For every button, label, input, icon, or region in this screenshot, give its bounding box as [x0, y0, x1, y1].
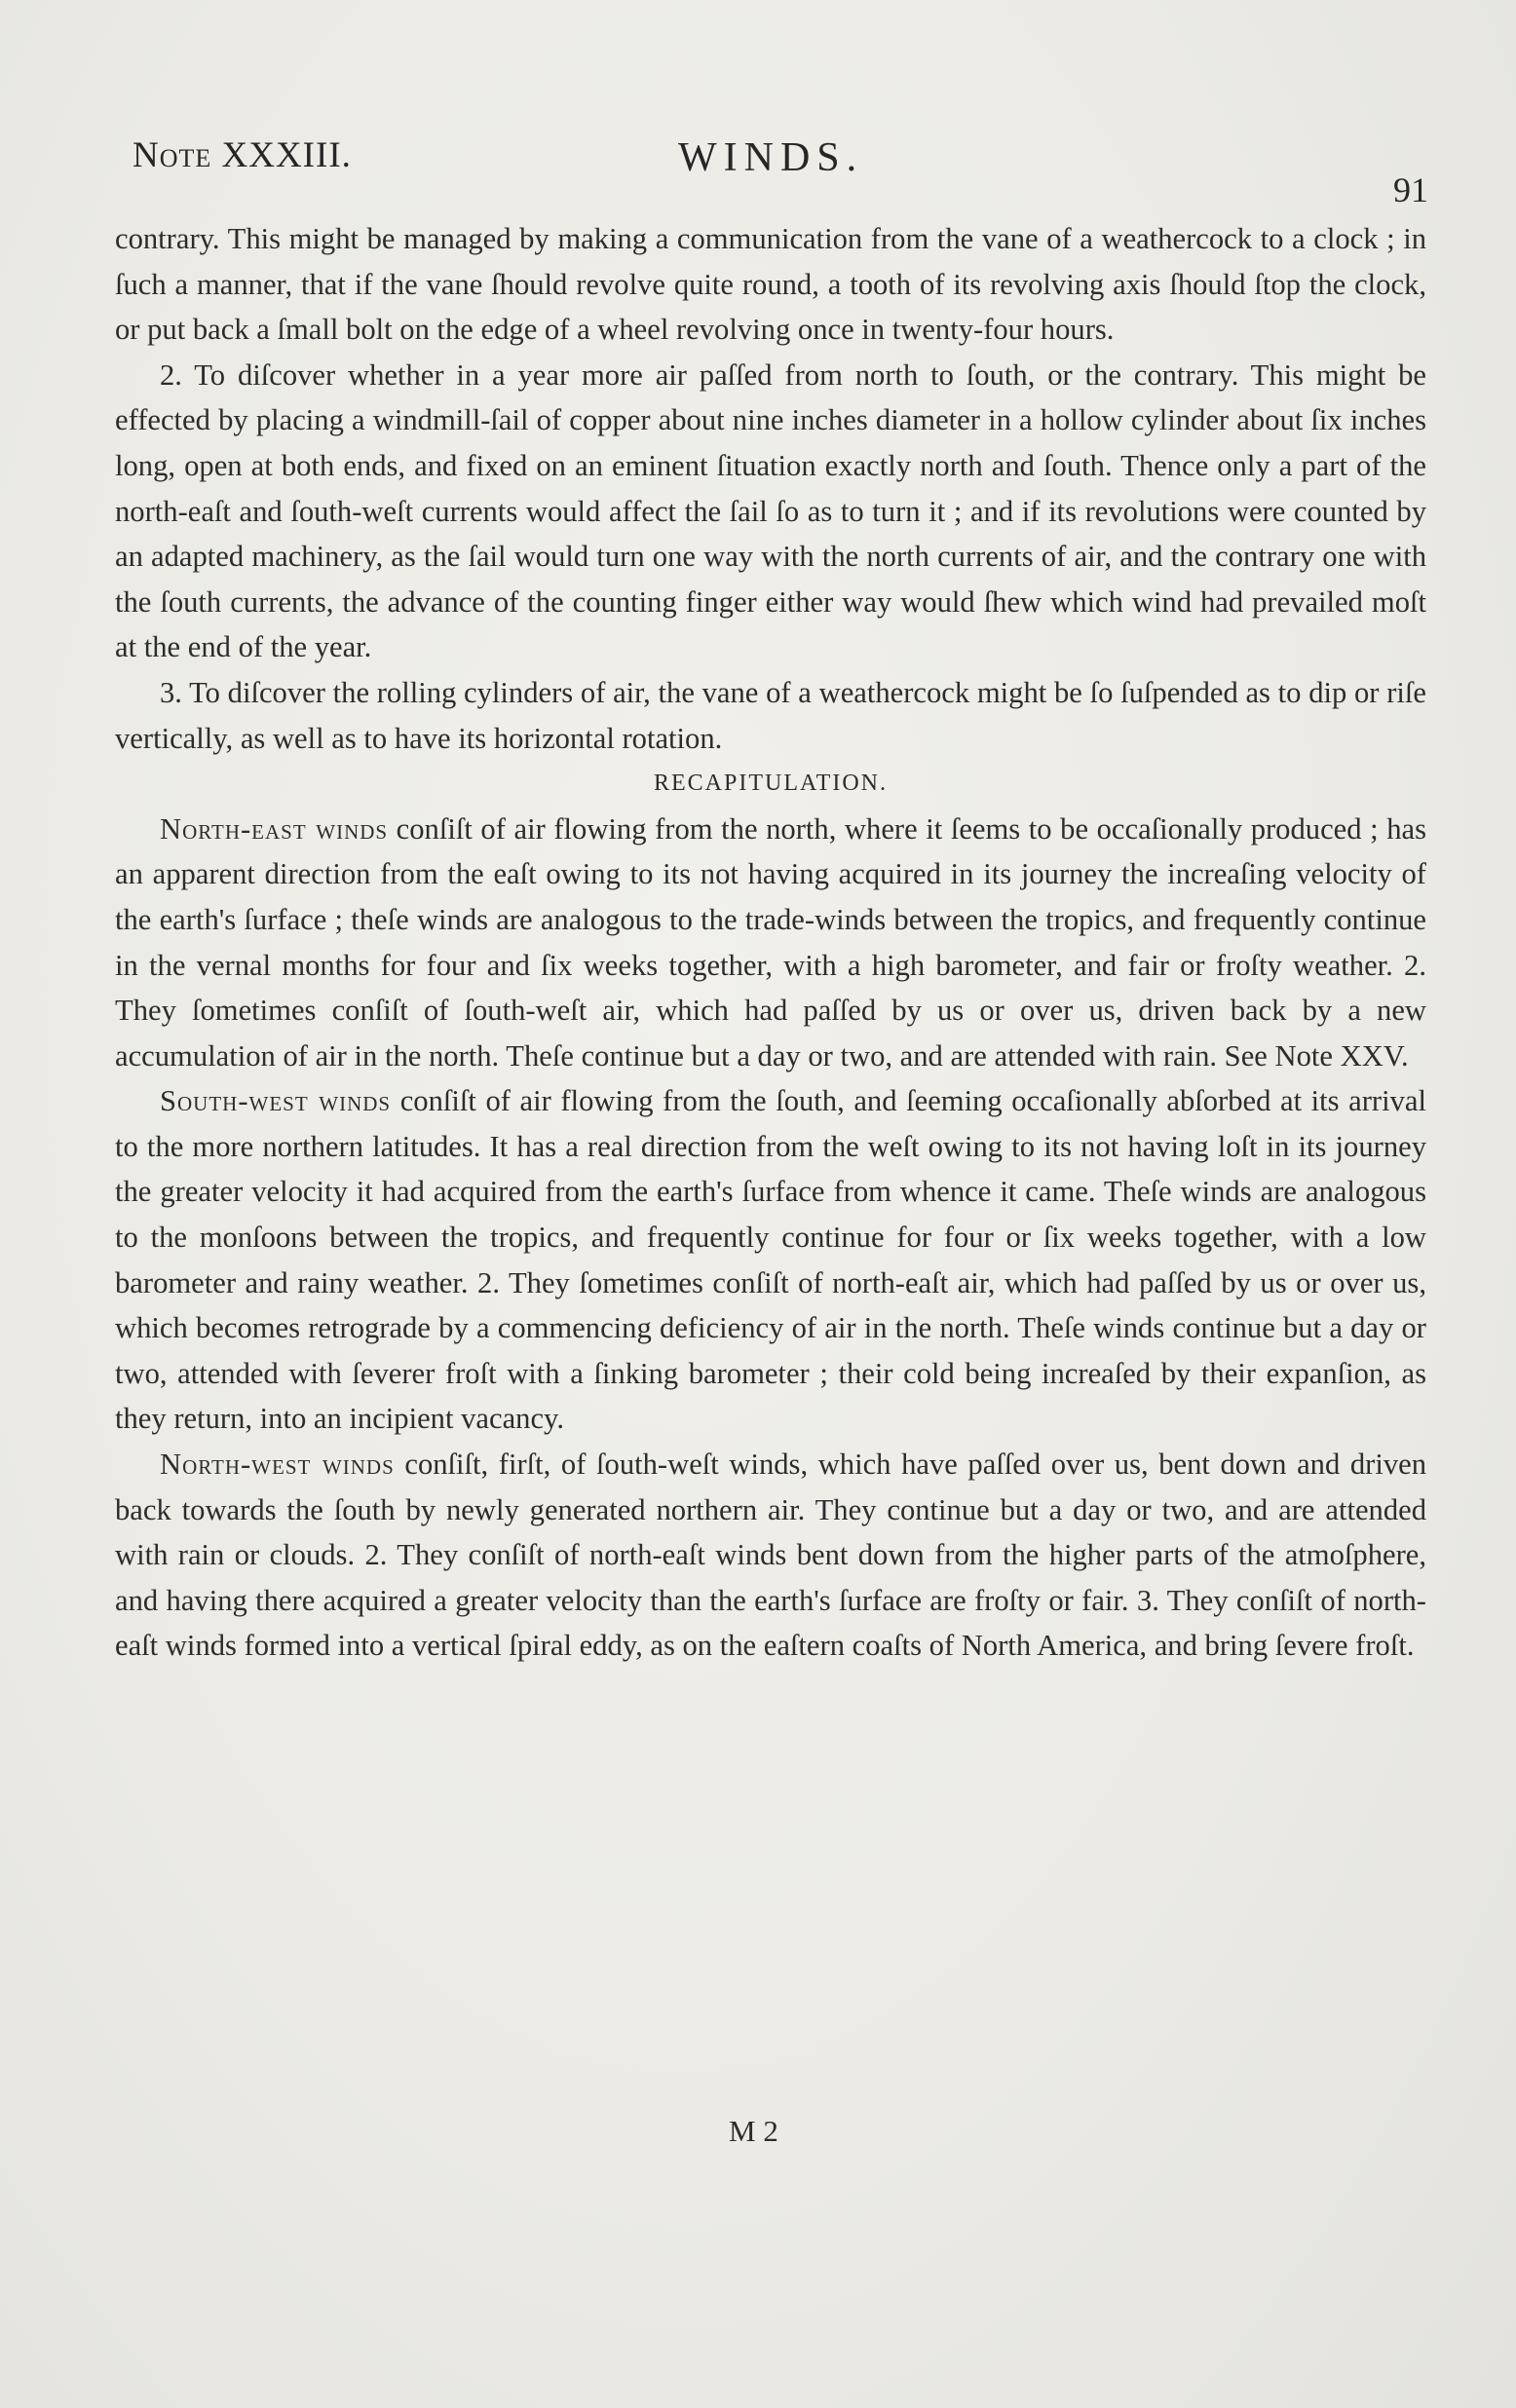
page-title: WINDS.: [678, 135, 864, 180]
paragraph-point-2: 2. To diſcover whether in a year more air paſſed from north to ſouth, or the contrary. This might be effected by placing a windmill-ſail of copper about nine inches diameter in a hollow cylinder about ſix inches long, open at both ends, and fixed on an eminent ſituation exactly north and ſouth. Thence only a part of the north-eaſt and ſouth-weſt currents would affect the ſail ſo as to turn it ; and if its revolutions were counted by an adapted machinery, as the ſail would turn one way with the north currents of air, and the contrary one with the ſouth currents, the advance of the counting finger either way would ſhew which wind had prevailed moſt at the end of the year.: [115, 357, 1426, 664]
paragraph-continuation: contrary. This might be managed by making a communication from the vane of a weathercock to a clock ; in ſuch a manner, that if the vane ſhould revolve quite round, a tooth of its revolving axis ſhould ſtop the clock, or put back a ſmall bolt on the edge of a wheel revolving once in twenty-four hours.: [115, 222, 1426, 347]
paragraph-north-east: [115, 807, 1426, 1079]
body-text: [115, 216, 1426, 1669]
north-east-lead: North-east winds: [160, 811, 389, 846]
paragraph-south-west: [115, 1078, 1426, 1442]
recapitulation-heading: RECAPITULATION.: [654, 771, 888, 797]
paragraph-point-3: 3. To diſcover the rolling cylinders of air, the vane of a weathercock might be ſo ſuſpended as to dip or riſe vertically, as well as to have its horizontal rotation.: [115, 675, 1426, 755]
north-west-lead: North-west winds: [160, 1448, 395, 1482]
signature-mark: M 2: [729, 2114, 778, 2148]
north-east-body: conſiſt of air flowing from the north, where it ſeems to be occaſionally produced ; has an apparent direction from the eaſt owing to its not having acquired in its journey the increaſing velocity of the earth's ſurface ; theſe winds are analogous to the trade-winds between the tropics, and frequently continue in the vernal months for four and ſix weeks together, with a high barometer, and fair or froſty weather. 2. They ſometimes conſiſt of ſouth-weſt air, which had paſſed by us or over us, driven back by a new accumulation of air in the north. Theſe continue but a day or two, and are attended with rain. See Note XXV.: [115, 811, 1426, 1072]
page-number: 91: [1393, 170, 1428, 209]
note-number: Note XXXIII.: [133, 135, 352, 175]
running-header: [133, 134, 1428, 209]
south-west-body: conſiſt of air flowing from the ſouth, and ſeeming occaſionally abſorbed at its arrival to the more northern latitudes. It has a real direction from the weſt owing to its not having loſt in its journey the greater velocity it had acquired from the earth's ſurface from whence it came. Theſe winds are analogous to the monſoons between the tropics, and frequently continue for four or ſix weeks together, with a low barometer and rainy weather. 2. They ſometimes conſiſt of north-eaſt air, which had paſſed by us or over us, which becomes retrograde by a commencing deficiency of air in the north. Theſe winds continue but a day or two, attended with ſeverer froſt with a ſinking barometer ; their cold being increaſed by their expanſion, as they return, into an incipient vacancy.: [115, 1084, 1426, 1436]
paragraph-north-west: [115, 1442, 1426, 1669]
south-west-lead: South-west winds: [160, 1084, 392, 1118]
north-west-body: conſiſt, firſt, of ſouth-weſt winds, which have paſſed over us, bent down and driven back towards the ſouth by newly generated northern air. They continue but a day or two, and are attended with rain or clouds. 2. They conſiſt of north-eaſt winds bent down from the higher parts of the atmoſphere, and having there acquired a greater velocity than the earth's ſurface are froſty or fair. 3. They conſiſt of north-eaſt winds formed into a vertical ſpiral eddy, as on the eaſtern coaſts of North America, and bring ſevere froſt.: [115, 1448, 1426, 1663]
